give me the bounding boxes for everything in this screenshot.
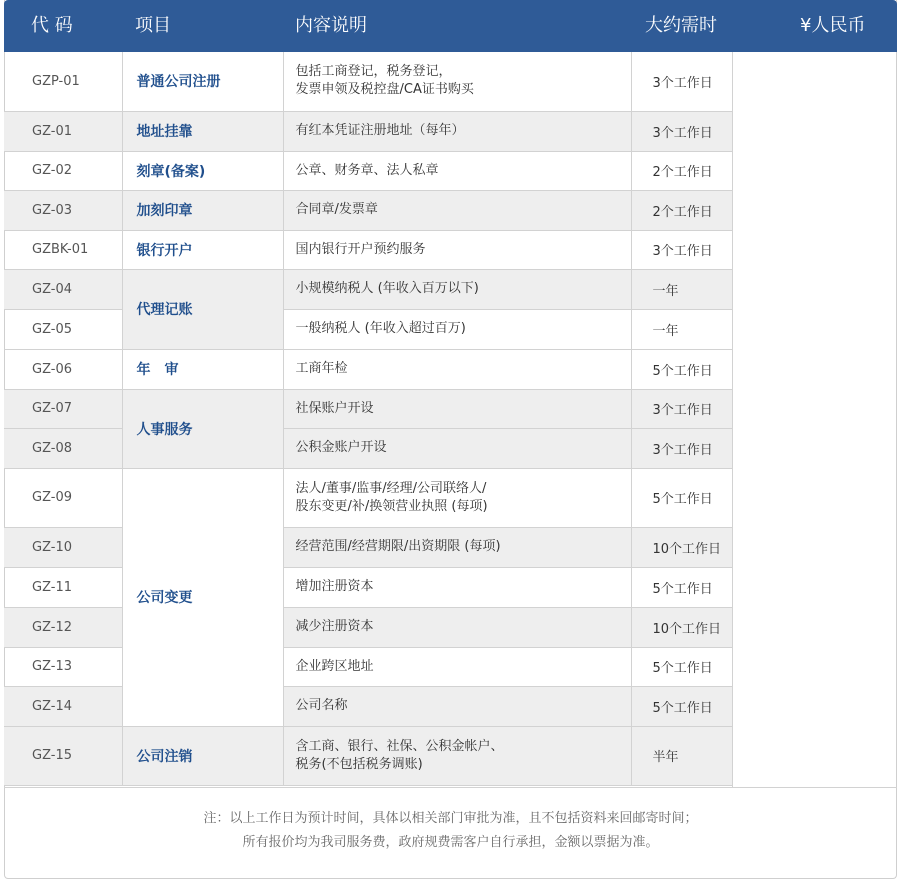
code-cell: GZ-04	[4, 269, 122, 309]
header-price: ¥人民币	[800, 15, 866, 36]
item-cell: 地址挂靠	[122, 111, 283, 151]
duration-cell: 5个工作日	[631, 468, 732, 527]
code-cell: GZ-02	[4, 151, 122, 190]
duration-cell: 3个工作日	[631, 52, 732, 111]
description-cell: 小规模纳税人 (年收入百万以下)	[283, 269, 631, 309]
duration-cell: 3个工作日	[631, 389, 732, 428]
description-cell: 公司名称	[283, 686, 631, 726]
code-cell: GZ-08	[4, 428, 122, 468]
duration-cell: 10个工作日	[631, 527, 732, 567]
price-column	[732, 52, 897, 787]
code-cell: GZ-15	[4, 726, 122, 785]
code-cell: GZ-07	[4, 389, 122, 428]
header-duration: 大约需时	[645, 15, 717, 36]
item-cell: 加刻印章	[122, 190, 283, 230]
code-cell: GZ-13	[4, 647, 122, 686]
duration-cell: 5个工作日	[631, 567, 732, 607]
duration-cell: 一年	[631, 269, 732, 309]
footer-note-line-2: 所有报价均为我司服务费，政府规费需客户自行承担，金额以票据为准。	[242, 835, 659, 850]
item-cell: 人事服务	[122, 389, 283, 468]
code-cell: GZ-14	[4, 686, 122, 726]
item-cell: 普通公司注册	[122, 52, 283, 111]
description-cell: 减少注册资本	[283, 607, 631, 647]
description-cell: 有红本凭证注册地址（每年）	[283, 111, 631, 151]
table-header	[4, 0, 897, 52]
description-cell: 包括工商登记，税务登记， 发票申领及税控盘/CA证书购买	[283, 52, 631, 111]
footer-note	[4, 787, 897, 879]
description-cell: 企业跨区地址	[283, 647, 631, 686]
description-cell: 一般纳税人 (年收入超过百万)	[283, 309, 631, 349]
code-cell: GZ-05	[4, 309, 122, 349]
code-cell: GZ-01	[4, 111, 122, 151]
duration-cell: 5个工作日	[631, 647, 732, 686]
description-cell: 公积金账户开设	[283, 428, 631, 468]
description-cell: 合同章/发票章	[283, 190, 631, 230]
code-cell: GZP-01	[4, 52, 122, 111]
duration-cell: 3个工作日	[631, 428, 732, 468]
item-cell: 代理记账	[122, 269, 283, 349]
description-cell: 经营范围/经营期限/出资期限 (每项)	[283, 527, 631, 567]
duration-cell: 一年	[631, 309, 732, 349]
code-cell: GZBK-01	[4, 230, 122, 269]
description-cell: 法人/董事/监事/经理/公司联络人/ 股东变更/补/换领营业执照 (每项)	[283, 468, 631, 527]
description-cell: 工商年检	[283, 349, 631, 389]
code-cell: GZ-10	[4, 527, 122, 567]
duration-cell: 2个工作日	[631, 190, 732, 230]
duration-cell: 2个工作日	[631, 151, 732, 190]
code-cell: GZ-03	[4, 190, 122, 230]
description-cell: 含工商、银行、社保、公积金帐户、 税务(不包括税务调账)	[283, 726, 631, 785]
footer-note-line-1: 注：以上工作日为预计时间，具体以相关部门审批为准，且不包括资料来回邮寄时间；	[203, 811, 698, 826]
item-cell: 年 审	[122, 349, 283, 389]
description-cell: 社保账户开设	[283, 389, 631, 428]
code-cell: GZ-12	[4, 607, 122, 647]
duration-cell: 5个工作日	[631, 349, 732, 389]
pricing-table	[4, 0, 897, 879]
duration-cell: 10个工作日	[631, 607, 732, 647]
item-cell: 公司变更	[122, 468, 283, 726]
description-cell: 国内银行开户预约服务	[283, 230, 631, 269]
description-cell: 增加注册资本	[283, 567, 631, 607]
item-cell: 公司注销	[122, 726, 283, 785]
code-cell: GZ-06	[4, 349, 122, 389]
duration-cell: 半年	[631, 726, 732, 785]
header-item: 项目	[135, 15, 171, 36]
code-cell: GZ-09	[4, 468, 122, 527]
item-cell: 刻章(备案)	[122, 151, 283, 190]
duration-cell: 5个工作日	[631, 686, 732, 726]
service-grid	[4, 52, 733, 786]
code-cell: GZ-11	[4, 567, 122, 607]
duration-cell: 3个工作日	[631, 230, 732, 269]
header-code: 代 码	[31, 15, 73, 36]
description-cell: 公章、财务章、法人私章	[283, 151, 631, 190]
item-cell: 银行开户	[122, 230, 283, 269]
duration-cell: 3个工作日	[631, 111, 732, 151]
header-description: 内容说明	[295, 15, 367, 36]
